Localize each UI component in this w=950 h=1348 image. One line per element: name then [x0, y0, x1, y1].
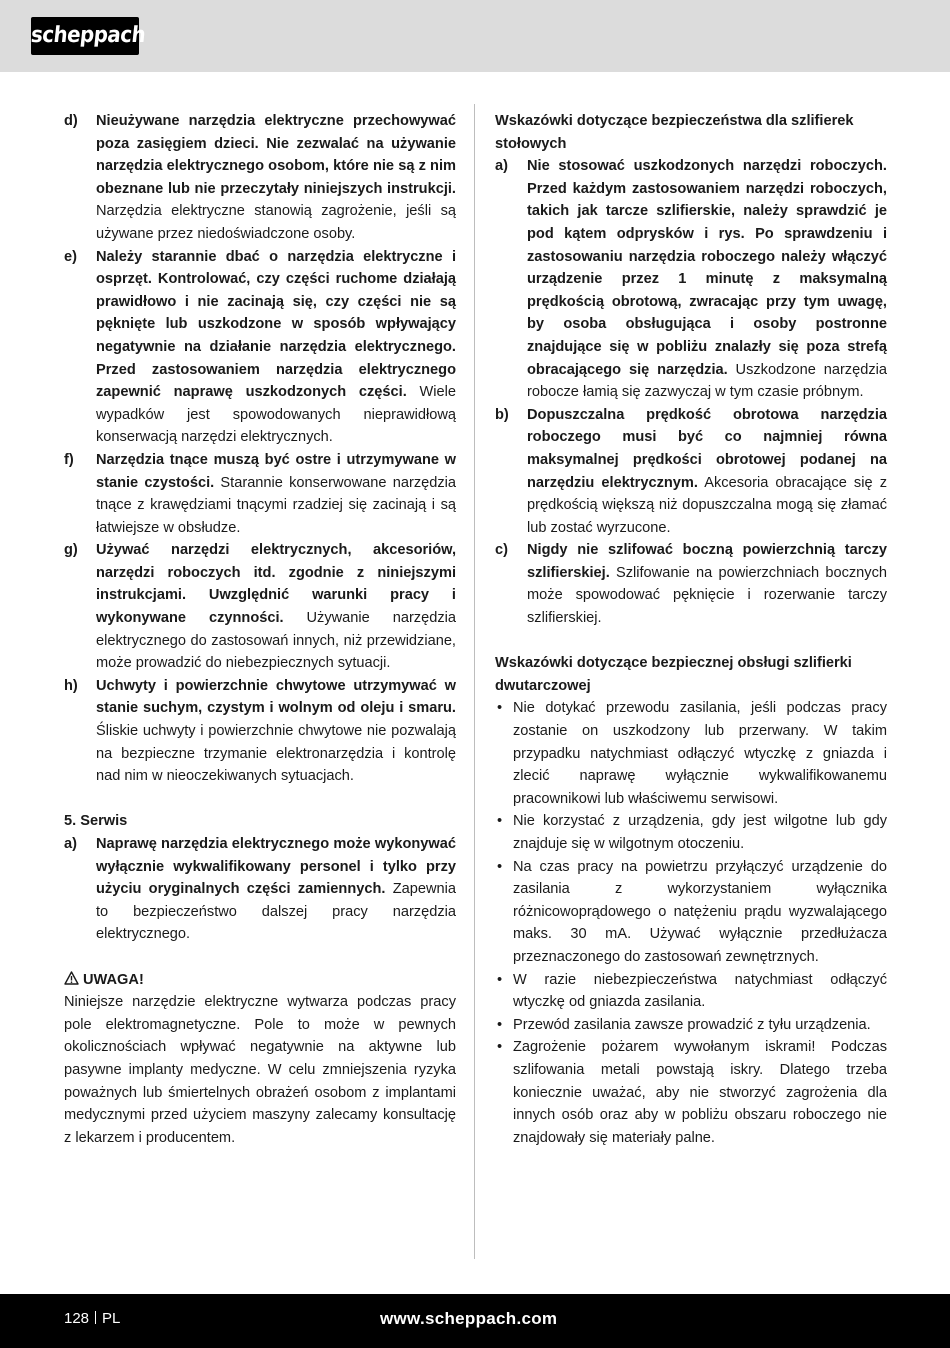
bullet-item	[495, 810, 887, 855]
page-number-block	[64, 1294, 120, 1348]
bullet-item	[495, 1014, 887, 1037]
item-bold-text: Nieużywane narzędzia elektryczne przechowywać poza zasięgiem dzieci. Nie zezwalać na używanie narzędzia elektrycznego osobom, które nie są z nim obeznane lub nie przeczytały niniejszych instrukcji.	[96, 113, 456, 197]
item-bold-text: Dopuszczalna prędkość obrotowa narzędzia roboczego musi być co najmniej równa maksymalnej prędkości obrotowej podanej na narzędziu elektrycznym.	[527, 406, 887, 491]
item-normal-text: Starannie konserwowane narzędzia tnące z krawędziami tnącymi rzadziej się zacinają i są łatwiejsze w obsłudze.	[96, 474, 456, 536]
bullet-text: W razie niebezpieczeństwa natychmiast odłączyć wtyczkę od gniazda zasilania.	[513, 971, 887, 1011]
bullet-marker: •	[497, 1039, 503, 1056]
service-heading: 5. Serwis	[64, 813, 128, 830]
bullet-item	[495, 1036, 887, 1149]
warning-heading	[64, 969, 456, 992]
grinder-item-b	[495, 404, 887, 540]
grinder-safety-heading: Wskazówki dotyczące bezpieczeństwa dla szlifierek stołowych	[495, 113, 854, 152]
logo-text: scheppach	[29, 23, 147, 48]
warning-heading-text: UWAGA!	[83, 971, 144, 988]
bullet-marker: •	[497, 858, 503, 875]
grinder-item-a	[495, 155, 887, 404]
item-label: d)	[64, 113, 78, 129]
left-column	[64, 110, 456, 1149]
item-text	[96, 539, 456, 675]
warning-triangle-icon	[64, 971, 79, 985]
item-normal-text: Uszkodzone narzędzia robocze łamią się zazwyczaj w tym czasie próbnym.	[527, 361, 887, 401]
service-item-a	[64, 833, 456, 946]
item-bold-text: Używać narzędzi elektrycznych, akcesoriów, narzędzi roboczych itd. zgodnie z niniejszymi instrukcjami. Uwzględnić warunki pracy i wykonywane czynności.	[96, 542, 456, 627]
item-normal-text: Akcesoria obracające się z prędkością większą niż dopuszczalna mogą się złamać lub zostać wyrzucone.	[527, 474, 887, 536]
grinder-item-c	[495, 539, 887, 629]
page-header	[0, 0, 950, 72]
bullet-item	[495, 697, 887, 810]
bullet-text: Na czas pracy na powietrzu przyłączyć urządzenie do zasilania z wykorzystaniem wyłącznika różnicowoprądowego o natężeniu prądu wyzwalającego maks. 30 mA. Używać wyłącznie przedłużacza przeznaczonego do zastosowań zewnętrznych.	[513, 858, 887, 965]
scheppach-logo	[29, 17, 147, 55]
page-number: 128	[64, 1310, 90, 1327]
item-text	[96, 449, 456, 539]
bullet-text: Nie dotykać przewodu zasilania, jeśli podczas pracy zostanie on uszkodzony lub przerwany. W takim przypadku natychmiast odłączyć wtyczkę z gniazda i zlecić naprawę wyłącznie wykwalifikowanemu pracownikowi lub właściwemu serwisowi.	[513, 700, 887, 807]
item-text	[96, 246, 456, 449]
bullet-item	[495, 856, 887, 969]
item-label: a)	[64, 836, 77, 852]
bullet-marker: •	[497, 813, 503, 830]
item-normal-text: Zapewnia to bezpieczeństwo dalszej pracy narzędzia elektrycznego.	[96, 881, 456, 943]
item-text	[96, 833, 456, 946]
item-normal-text: Używanie narzędzia elektrycznego do zastosowań innych, niż przewidziane, może prowadzić do niebezpiecznych sytuacji.	[96, 610, 456, 672]
bullet-text: Zagrożenie pożarem wywołanym iskrami! Podczas szlifowania metali powstają iskry. Dlatego trzeba koniecznie uważać, aby nie stworzyć zagrożenia dla innych osób oraz aby w pobliżu obszaru roboczego nie znajdowały się materiały palne.	[513, 1039, 887, 1146]
bullet-marker: •	[497, 1016, 503, 1033]
language-code: PL	[102, 1310, 121, 1327]
item-text	[96, 110, 456, 246]
item-normal-text: Narzędzia elektryczne stanowią zagrożenie, jeśli są używane przez niedoświadczone osoby.	[96, 203, 456, 242]
right-column	[495, 110, 887, 1149]
item-label: a)	[495, 158, 508, 175]
list-item-h	[64, 675, 456, 788]
item-bold-text: Naprawę narzędzia elektrycznego może wykonywać wyłącznie wykwalifikowany personel i tylko przy użyciu oryginalnych części zamiennych.	[96, 836, 456, 898]
bullet-marker: •	[497, 971, 503, 988]
bullet-text: Przewód zasilania zawsze prowadzić z tyłu urządzenia.	[513, 1016, 871, 1033]
list-item-e	[64, 246, 456, 449]
list-item-g	[64, 539, 456, 675]
item-bold-text: Nigdy nie szlifować boczną powierzchnią tarczy szlifierskiej.	[527, 542, 887, 581]
item-text	[96, 675, 456, 788]
item-bold-text: Nie stosować uszkodzonych narzędzi roboczych. Przed każdym zastosowaniem narzędzi roboczych, takich jak tarcze szlifierskie, należy sprawdzić je pod kątem odprysków i rys. Po sprawdzeniu i zastosowaniu narzędzia roboczego należy włączyć urządzenie przez 1 minutę z maksymalną prędkością obrotową, zwracając przy tym uwagę, by osoba obsługująca i osoby postronne znajdujące się w pobliżu znalazły się poza strefą obracającego się narzędzia.	[527, 158, 887, 378]
bullet-marker: •	[497, 700, 503, 717]
column-divider	[474, 104, 475, 1259]
dual-grinder-heading: Wskazówki dotyczące bezpiecznej obsługi szlifierki dwutarczowej	[495, 655, 852, 694]
list-item-f	[64, 449, 456, 539]
item-normal-text: Szlifowanie na powierzchniach bocznych może spowodować pęknięcie i rozerwanie tarczy szlifierskiej.	[527, 564, 887, 627]
item-label: f)	[64, 451, 74, 468]
item-label: g)	[64, 542, 78, 559]
item-label: c)	[495, 542, 508, 559]
item-label: h)	[64, 677, 78, 694]
page-footer	[0, 1294, 950, 1348]
item-bold-text: Narzędzia tnące muszą być ostre i utrzymywane w stanie czystości.	[96, 451, 456, 491]
item-bold-text: Uchwyty i powierzchnie chwytowe utrzymywać w stanie suchym, czystym i wolnym od oleju i smaru.	[96, 677, 456, 717]
website-link[interactable]: www.scheppach.com	[380, 1309, 558, 1328]
item-text	[527, 404, 887, 540]
item-normal-text: Śliskie uchwyty i powierzchnie chwytowe nie pozwalają na bezpieczne trzymanie elektronarzędzia i kontrolę nad nim w nieoczekiwanych sytuacjach.	[96, 723, 456, 785]
footer-separator	[95, 1311, 96, 1324]
bullet-text: Nie korzystać z urządzenia, gdy jest wilgotne lub gdy znajduje się w wilgotnym otoczeniu.	[513, 813, 887, 852]
item-label: e)	[64, 248, 77, 265]
item-text	[527, 155, 887, 404]
list-item-d	[64, 110, 456, 246]
item-label: b)	[495, 406, 509, 423]
item-text	[527, 539, 887, 629]
bullet-item	[495, 969, 887, 1014]
item-normal-text: Wiele wypadków jest spowodowanych nieprawidłową konserwacją narzędzi elektrycznych.	[96, 384, 457, 446]
item-bold-text: Należy starannie dbać o narzędzia elektryczne i osprzęt. Kontrolować, czy części ruchome działają prawidłowo i nie zacinają się, czy części nie są pęknięte lub uszkodzone w sposób wpływający negatywnie na działanie narzędzia elektrycznego. Przed zastosowaniem narzędzia elektrycznego zapewnić naprawę uszkodzonych części.	[96, 248, 456, 401]
warning-text: Niniejsze narzędzie elektryczne wytwarza podczas pracy pole elektromagnetyczne. Pole to może w pewnych okolicznościach wpływać negatywnie na aktywne lub pasywne implanty medyczne. W celu zmniejszenia ryzyka poważnych lub śmiertelnych obrażeń osobom z implantami medycznymi przed użyciem maszyny zalecamy konsultację z lekarzem i producentem.	[64, 994, 456, 1146]
